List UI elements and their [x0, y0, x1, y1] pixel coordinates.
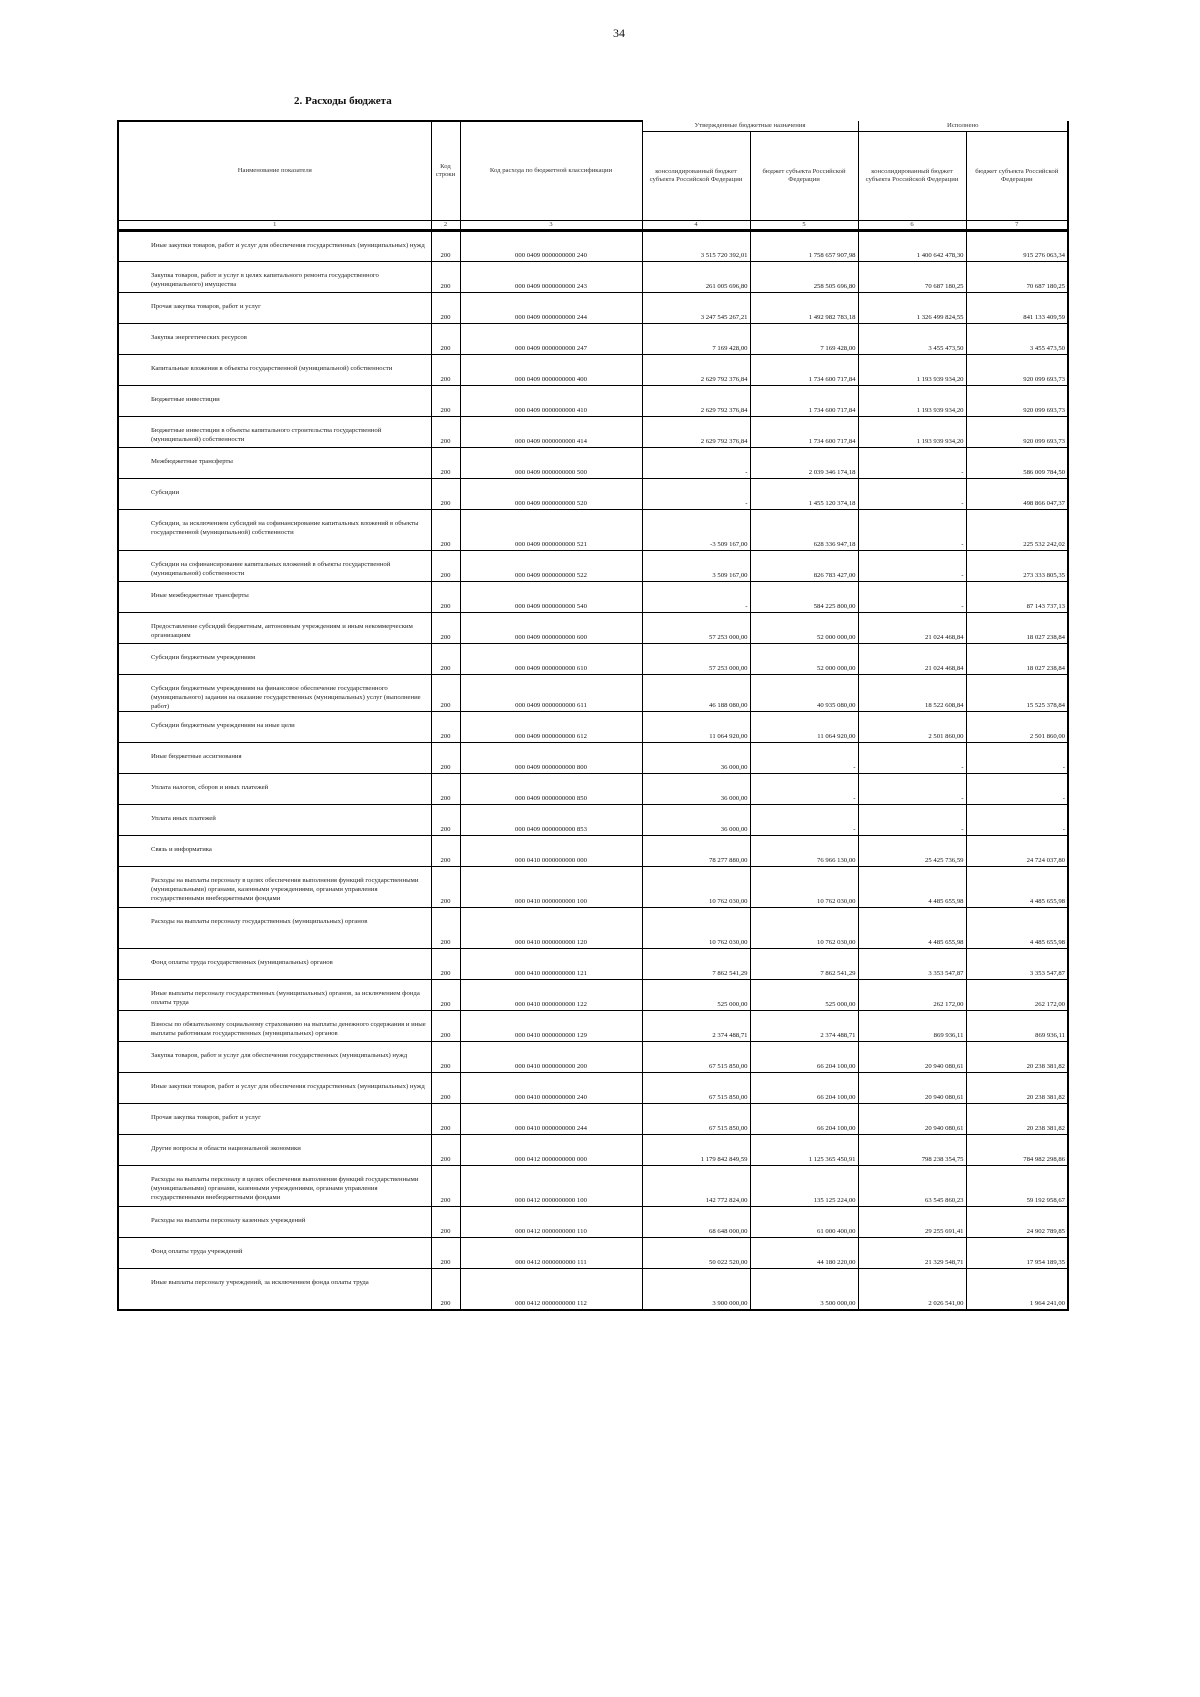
row-executed-subject: 1 964 241,00 — [966, 1269, 1068, 1310]
row-executed-consolidated: - — [858, 448, 966, 479]
row-name: Иные выплаты персоналу учреждений, за исключением фонда оплаты труда — [118, 1269, 431, 1310]
table-row — [118, 836, 1068, 867]
row-executed-consolidated: 3 353 547,87 — [858, 949, 966, 980]
row-executed-subject: 920 099 693,73 — [966, 386, 1068, 417]
row-executed-consolidated: 3 455 473,50 — [858, 324, 966, 355]
row-name: Расходы на выплаты персоналу государственных (муниципальных) органов — [118, 908, 431, 949]
row-name: Иные закупки товаров, работ и услуг для обеспечения государственных (муниципальных) нужд — [118, 231, 431, 262]
row-class-code: 000 0409 0000000000 850 — [460, 774, 642, 805]
row-approved-consolidated: 3 247 545 267,21 — [642, 293, 750, 324]
row-approved-consolidated: 525 000,00 — [642, 980, 750, 1011]
row-class-code: 000 0409 0000000000 414 — [460, 417, 642, 448]
header-group-executed: Исполнено — [858, 121, 1068, 132]
row-name: Иные закупки товаров, работ и услуг для обеспечения государственных (муниципальных) нужд — [118, 1073, 431, 1104]
row-approved-consolidated: 67 515 850,00 — [642, 1104, 750, 1135]
row-line-code: 200 — [431, 743, 460, 774]
row-line-code: 200 — [431, 479, 460, 510]
row-line-code: 200 — [431, 1207, 460, 1238]
row-executed-consolidated: - — [858, 805, 966, 836]
row-name: Расходы на выплаты персоналу в целях обеспечения выполнения функций государственными (муниципальными) органами, казенными учреждениями, органами управления государственными внебюджетными фондами — [118, 1166, 431, 1207]
row-class-code: 000 0409 0000000000 247 — [460, 324, 642, 355]
row-class-code: 000 0410 0000000000 129 — [460, 1011, 642, 1042]
table-row — [118, 479, 1068, 510]
header-executed-consolidated: консолидированный бюджет субъекта Российской Федерации — [858, 132, 966, 221]
row-name: Закупка товаров, работ и услуг в целях капитального ремонта государственного (муниципального) имущества — [118, 262, 431, 293]
section-title: 2. Расходы бюджета — [294, 95, 392, 107]
row-approved-consolidated: 10 762 030,00 — [642, 908, 750, 949]
row-executed-consolidated: 262 172,00 — [858, 980, 966, 1011]
row-line-code: 200 — [431, 551, 460, 582]
row-name: Фонд оплаты труда учреждений — [118, 1238, 431, 1269]
row-executed-subject: - — [966, 805, 1068, 836]
table-row — [118, 644, 1068, 675]
row-executed-subject: - — [966, 774, 1068, 805]
row-approved-consolidated: 36 000,00 — [642, 774, 750, 805]
table-row — [118, 324, 1068, 355]
row-executed-consolidated: 1 193 939 934,20 — [858, 386, 966, 417]
row-line-code: 200 — [431, 836, 460, 867]
row-approved-subject: 2 039 346 174,18 — [750, 448, 858, 479]
row-class-code: 000 0412 0000000000 100 — [460, 1166, 642, 1207]
row-executed-consolidated: 1 400 642 478,30 — [858, 231, 966, 262]
row-approved-subject: 52 000 000,00 — [750, 613, 858, 644]
row-executed-subject: 869 936,11 — [966, 1011, 1068, 1042]
row-approved-consolidated: 3 515 720 392,01 — [642, 231, 750, 262]
row-line-code: 200 — [431, 293, 460, 324]
row-approved-subject: 826 783 427,00 — [750, 551, 858, 582]
row-executed-consolidated: 869 936,11 — [858, 1011, 966, 1042]
row-class-code: 000 0412 0000000000 110 — [460, 1207, 642, 1238]
table-row — [118, 908, 1068, 949]
row-name: Связь и информатика — [118, 836, 431, 867]
header-col-number: 4 — [642, 221, 750, 231]
row-line-code: 200 — [431, 805, 460, 836]
table-row — [118, 743, 1068, 774]
row-executed-subject: 18 027 238,84 — [966, 613, 1068, 644]
header-col-number: 5 — [750, 221, 858, 231]
row-name: Взносы по обязательному социальному страхованию на выплаты денежного содержания и иные выплаты работникам государственных (муниципальных) органов — [118, 1011, 431, 1042]
row-class-code: 000 0409 0000000000 522 — [460, 551, 642, 582]
row-name: Уплата налогов, сборов и иных платежей — [118, 774, 431, 805]
row-executed-consolidated: 2 026 541,00 — [858, 1269, 966, 1310]
table-row — [118, 1269, 1068, 1310]
row-class-code: 000 0412 0000000000 000 — [460, 1135, 642, 1166]
row-name: Фонд оплаты труда государственных (муниципальных) органов — [118, 949, 431, 980]
table-row — [118, 293, 1068, 324]
header-col-number: 3 — [460, 221, 642, 231]
row-approved-subject: - — [750, 743, 858, 774]
table-row — [118, 1011, 1068, 1042]
row-line-code: 200 — [431, 510, 460, 551]
row-approved-consolidated: 67 515 850,00 — [642, 1073, 750, 1104]
row-name: Закупка товаров, работ и услуг для обеспечения государственных (муниципальных) нужд — [118, 1042, 431, 1073]
row-name: Иные выплаты персоналу государственных (муниципальных) органов, за исключением фонда оплаты труда — [118, 980, 431, 1011]
row-approved-subject: - — [750, 774, 858, 805]
row-executed-subject: 15 525 378,84 — [966, 675, 1068, 712]
table-row — [118, 231, 1068, 262]
row-approved-consolidated: 46 188 080,00 — [642, 675, 750, 712]
row-approved-consolidated: 11 064 920,00 — [642, 712, 750, 743]
header-class-code: Код расхода по бюджетной классификации — [460, 121, 642, 221]
row-executed-consolidated: 20 940 080,61 — [858, 1073, 966, 1104]
row-approved-consolidated: 7 169 428,00 — [642, 324, 750, 355]
row-executed-consolidated: 798 238 354,75 — [858, 1135, 966, 1166]
row-executed-consolidated: 20 940 080,61 — [858, 1042, 966, 1073]
row-class-code: 000 0409 0000000000 240 — [460, 231, 642, 262]
row-executed-subject: 784 982 298,86 — [966, 1135, 1068, 1166]
row-line-code: 200 — [431, 262, 460, 293]
table-row — [118, 582, 1068, 613]
row-executed-subject: 920 099 693,73 — [966, 417, 1068, 448]
row-approved-consolidated: 261 005 696,80 — [642, 262, 750, 293]
row-executed-subject: 920 099 693,73 — [966, 355, 1068, 386]
row-approved-consolidated: 78 277 880,00 — [642, 836, 750, 867]
header-col-number: 2 — [431, 221, 460, 231]
row-executed-subject: 70 687 180,25 — [966, 262, 1068, 293]
row-executed-consolidated: 21 329 548,71 — [858, 1238, 966, 1269]
row-line-code: 200 — [431, 1073, 460, 1104]
row-name: Субсидии, за исключением субсидий на софинансирование капитальных вложений в объекты государственной (муниципальной) собственности — [118, 510, 431, 551]
row-approved-consolidated: 67 515 850,00 — [642, 1042, 750, 1073]
row-executed-consolidated: 25 425 736,59 — [858, 836, 966, 867]
row-name: Уплата иных платежей — [118, 805, 431, 836]
row-executed-subject: 59 192 958,67 — [966, 1166, 1068, 1207]
row-name: Закупка энергетических ресурсов — [118, 324, 431, 355]
row-approved-subject: 3 500 000,00 — [750, 1269, 858, 1310]
table-row — [118, 510, 1068, 551]
row-executed-subject: 498 866 047,37 — [966, 479, 1068, 510]
row-executed-consolidated: 20 940 080,61 — [858, 1104, 966, 1135]
row-approved-subject: 40 935 080,00 — [750, 675, 858, 712]
table-row — [118, 386, 1068, 417]
row-approved-subject: 66 204 100,00 — [750, 1042, 858, 1073]
row-executed-subject: 20 238 381,82 — [966, 1042, 1068, 1073]
row-executed-consolidated: 1 326 499 824,55 — [858, 293, 966, 324]
row-class-code: 000 0409 0000000000 600 — [460, 613, 642, 644]
row-class-code: 000 0409 0000000000 853 — [460, 805, 642, 836]
header-line-code: Код строки — [431, 121, 460, 221]
row-executed-consolidated: 2 501 860,00 — [858, 712, 966, 743]
row-approved-consolidated: 36 000,00 — [642, 805, 750, 836]
row-name: Межбюджетные трансферты — [118, 448, 431, 479]
row-class-code: 000 0409 0000000000 400 — [460, 355, 642, 386]
row-executed-subject: 4 485 655,98 — [966, 908, 1068, 949]
row-executed-consolidated: 29 255 691,41 — [858, 1207, 966, 1238]
row-class-code: 000 0409 0000000000 410 — [460, 386, 642, 417]
page-number: 34 — [613, 26, 625, 40]
row-class-code: 000 0409 0000000000 612 — [460, 712, 642, 743]
row-line-code: 200 — [431, 644, 460, 675]
row-name: Субсидии бюджетным учреждениям на финансовое обеспечение государственного (муниципального) задания на оказание государственных (муниципальных) услуг (выполнение работ) — [118, 675, 431, 712]
row-line-code: 200 — [431, 1238, 460, 1269]
row-approved-subject: 258 505 696,80 — [750, 262, 858, 293]
row-approved-consolidated: - — [642, 448, 750, 479]
row-line-code: 200 — [431, 1269, 460, 1310]
row-name: Иные межбюджетные трансферты — [118, 582, 431, 613]
row-line-code: 200 — [431, 980, 460, 1011]
row-approved-subject: 76 966 130,00 — [750, 836, 858, 867]
row-executed-consolidated: 1 193 939 934,20 — [858, 355, 966, 386]
row-line-code: 200 — [431, 386, 460, 417]
row-approved-consolidated: 2 629 792 376,84 — [642, 355, 750, 386]
row-executed-consolidated: - — [858, 582, 966, 613]
row-class-code: 000 0409 0000000000 521 — [460, 510, 642, 551]
row-name: Субсидии на софинансирование капитальных вложений в объекты государственной (муниципальной) собственности — [118, 551, 431, 582]
row-executed-consolidated: - — [858, 551, 966, 582]
row-class-code: 000 0409 0000000000 500 — [460, 448, 642, 479]
row-approved-subject: 1 455 120 374,18 — [750, 479, 858, 510]
row-class-code: 000 0409 0000000000 610 — [460, 644, 642, 675]
row-line-code: 200 — [431, 1135, 460, 1166]
table-row — [118, 867, 1068, 908]
row-approved-subject: 525 000,00 — [750, 980, 858, 1011]
row-line-code: 200 — [431, 355, 460, 386]
row-class-code: 000 0410 0000000000 100 — [460, 867, 642, 908]
row-executed-subject: 18 027 238,84 — [966, 644, 1068, 675]
table-row — [118, 980, 1068, 1011]
row-approved-subject: 1 734 600 717,84 — [750, 386, 858, 417]
row-approved-subject: 10 762 030,00 — [750, 867, 858, 908]
row-executed-subject: 20 238 381,82 — [966, 1104, 1068, 1135]
row-approved-subject: 7 862 541,29 — [750, 949, 858, 980]
table-row — [118, 1104, 1068, 1135]
row-name: Прочая закупка товаров, работ и услуг — [118, 1104, 431, 1135]
row-executed-subject: 841 133 409,59 — [966, 293, 1068, 324]
row-executed-subject: 915 276 063,34 — [966, 231, 1068, 262]
table-row — [118, 551, 1068, 582]
row-executed-subject: 20 238 381,82 — [966, 1073, 1068, 1104]
table-row — [118, 805, 1068, 836]
table-row — [118, 613, 1068, 644]
header-approved-subject: бюджет субъекта Российской Федерации — [750, 132, 858, 221]
row-executed-consolidated: - — [858, 743, 966, 774]
row-approved-subject: 1 492 982 783,18 — [750, 293, 858, 324]
row-approved-consolidated: 2 374 488,71 — [642, 1011, 750, 1042]
row-class-code: 000 0409 0000000000 611 — [460, 675, 642, 712]
header-col-number: 6 — [858, 221, 966, 231]
row-approved-subject: 66 204 100,00 — [750, 1073, 858, 1104]
row-class-code: 000 0410 0000000000 200 — [460, 1042, 642, 1073]
row-name: Бюджетные инвестиции — [118, 386, 431, 417]
row-approved-subject: 52 000 000,00 — [750, 644, 858, 675]
row-approved-consolidated: 1 179 842 849,59 — [642, 1135, 750, 1166]
table-row — [118, 1207, 1068, 1238]
row-line-code: 200 — [431, 867, 460, 908]
row-executed-subject: 273 333 805,35 — [966, 551, 1068, 582]
table-row — [118, 1042, 1068, 1073]
row-line-code: 200 — [431, 712, 460, 743]
table-row — [118, 1238, 1068, 1269]
header-name: Наименование показателя — [118, 121, 431, 221]
table-row — [118, 675, 1068, 712]
row-approved-subject: 1 758 657 907,98 — [750, 231, 858, 262]
row-approved-consolidated: 2 629 792 376,84 — [642, 417, 750, 448]
row-class-code: 000 0409 0000000000 520 — [460, 479, 642, 510]
row-approved-consolidated: 3 509 167,00 — [642, 551, 750, 582]
row-line-code: 200 — [431, 1166, 460, 1207]
row-executed-subject: 262 172,00 — [966, 980, 1068, 1011]
row-approved-subject: 10 762 030,00 — [750, 908, 858, 949]
row-approved-consolidated: 57 253 000,00 — [642, 644, 750, 675]
header-group-approved: Утвержденные бюджетные назначения — [642, 121, 858, 132]
row-approved-subject: 1 125 365 450,91 — [750, 1135, 858, 1166]
row-approved-consolidated: 3 900 000,00 — [642, 1269, 750, 1310]
table-row — [118, 417, 1068, 448]
row-line-code: 200 — [431, 675, 460, 712]
row-line-code: 200 — [431, 231, 460, 262]
table-row — [118, 1135, 1068, 1166]
row-line-code: 200 — [431, 582, 460, 613]
row-executed-subject: 586 009 784,50 — [966, 448, 1068, 479]
row-approved-subject: 61 000 400,00 — [750, 1207, 858, 1238]
row-executed-subject: - — [966, 743, 1068, 774]
table-row — [118, 355, 1068, 386]
row-approved-subject: 44 180 220,00 — [750, 1238, 858, 1269]
row-class-code: 000 0410 0000000000 122 — [460, 980, 642, 1011]
row-executed-subject: 2 501 860,00 — [966, 712, 1068, 743]
row-name: Расходы на выплаты персоналу казенных учреждений — [118, 1207, 431, 1238]
row-executed-consolidated: 1 193 939 934,20 — [858, 417, 966, 448]
row-approved-consolidated: - — [642, 479, 750, 510]
row-executed-consolidated: 4 485 655,98 — [858, 908, 966, 949]
row-line-code: 200 — [431, 613, 460, 644]
row-executed-consolidated: 4 485 655,98 — [858, 867, 966, 908]
row-line-code: 200 — [431, 1042, 460, 1073]
row-name: Предоставление субсидий бюджетным, автономным учреждениям и иным некоммерческим организациям — [118, 613, 431, 644]
row-approved-subject: 66 204 100,00 — [750, 1104, 858, 1135]
row-executed-consolidated: - — [858, 479, 966, 510]
row-line-code: 200 — [431, 417, 460, 448]
row-executed-consolidated: 70 687 180,25 — [858, 262, 966, 293]
table-row — [118, 949, 1068, 980]
row-approved-subject: 584 225 800,00 — [750, 582, 858, 613]
row-name: Субсидии — [118, 479, 431, 510]
row-class-code: 000 0410 0000000000 120 — [460, 908, 642, 949]
row-executed-subject: 3 455 473,50 — [966, 324, 1068, 355]
table-body — [118, 231, 1068, 1310]
row-name: Субсидии бюджетным учреждениям — [118, 644, 431, 675]
row-name: Иные бюджетные ассигнования — [118, 743, 431, 774]
row-executed-consolidated: 21 024 468,84 — [858, 644, 966, 675]
row-class-code: 000 0410 0000000000 000 — [460, 836, 642, 867]
row-line-code: 200 — [431, 448, 460, 479]
row-approved-subject: - — [750, 805, 858, 836]
row-name: Субсидии бюджетным учреждениям на иные цели — [118, 712, 431, 743]
row-executed-consolidated: - — [858, 774, 966, 805]
row-approved-consolidated: - — [642, 582, 750, 613]
header-approved-consolidated: консолидированный бюджет субъекта Российской Федерации — [642, 132, 750, 221]
row-name: Другие вопросы в области национальной экономики — [118, 1135, 431, 1166]
row-approved-subject: 7 169 428,00 — [750, 324, 858, 355]
row-executed-subject: 87 143 737,13 — [966, 582, 1068, 613]
table-row — [118, 1073, 1068, 1104]
row-approved-subject: 135 125 224,00 — [750, 1166, 858, 1207]
row-executed-subject: 225 532 242,02 — [966, 510, 1068, 551]
table-row — [118, 712, 1068, 743]
row-line-code: 200 — [431, 908, 460, 949]
row-approved-consolidated: 68 648 000,00 — [642, 1207, 750, 1238]
row-approved-consolidated: 10 762 030,00 — [642, 867, 750, 908]
row-class-code: 000 0409 0000000000 800 — [460, 743, 642, 774]
table-row — [118, 774, 1068, 805]
row-approved-consolidated: 142 772 824,00 — [642, 1166, 750, 1207]
row-line-code: 200 — [431, 1104, 460, 1135]
table-row — [118, 1166, 1068, 1207]
row-approved-subject: 628 336 947,18 — [750, 510, 858, 551]
header-executed-subject: бюджет субъекта Российской Федерации — [966, 132, 1068, 221]
row-approved-consolidated: -3 509 167,00 — [642, 510, 750, 551]
row-class-code: 000 0409 0000000000 243 — [460, 262, 642, 293]
row-approved-subject: 1 734 600 717,84 — [750, 417, 858, 448]
row-executed-consolidated: 63 545 860,23 — [858, 1166, 966, 1207]
expenses-table — [117, 120, 1069, 1311]
table-row — [118, 448, 1068, 479]
row-line-code: 200 — [431, 1011, 460, 1042]
row-approved-subject: 1 734 600 717,84 — [750, 355, 858, 386]
row-approved-consolidated: 2 629 792 376,84 — [642, 386, 750, 417]
header-col-number: 1 — [118, 221, 431, 231]
row-line-code: 200 — [431, 774, 460, 805]
row-approved-consolidated: 57 253 000,00 — [642, 613, 750, 644]
row-class-code: 000 0410 0000000000 244 — [460, 1104, 642, 1135]
row-line-code: 200 — [431, 324, 460, 355]
row-executed-subject: 17 954 189,35 — [966, 1238, 1068, 1269]
row-name: Прочая закупка товаров, работ и услуг — [118, 293, 431, 324]
row-approved-subject: 2 374 488,71 — [750, 1011, 858, 1042]
row-executed-subject: 24 902 789,85 — [966, 1207, 1068, 1238]
row-executed-subject: 24 724 037,80 — [966, 836, 1068, 867]
row-class-code: 000 0410 0000000000 240 — [460, 1073, 642, 1104]
row-line-code: 200 — [431, 949, 460, 980]
row-approved-consolidated: 36 000,00 — [642, 743, 750, 774]
row-name: Капитальные вложения в объекты государственной (муниципальной) собственности — [118, 355, 431, 386]
row-approved-consolidated: 50 022 520,00 — [642, 1238, 750, 1269]
row-class-code: 000 0410 0000000000 121 — [460, 949, 642, 980]
row-executed-subject: 4 485 655,98 — [966, 867, 1068, 908]
row-approved-subject: 11 064 920,00 — [750, 712, 858, 743]
header-col-number: 7 — [966, 221, 1068, 231]
row-approved-consolidated: 7 862 541,29 — [642, 949, 750, 980]
row-class-code: 000 0409 0000000000 244 — [460, 293, 642, 324]
row-executed-consolidated: 21 024 468,84 — [858, 613, 966, 644]
row-class-code: 000 0412 0000000000 112 — [460, 1269, 642, 1310]
row-executed-consolidated: - — [858, 510, 966, 551]
row-executed-subject: 3 353 547,87 — [966, 949, 1068, 980]
row-executed-consolidated: 18 522 608,84 — [858, 675, 966, 712]
row-name: Расходы на выплаты персоналу в целях обеспечения выполнения функций государственными (муниципальными) органами, казенными учреждениями, органами управления государственными внебюджетными фондами — [118, 867, 431, 908]
row-class-code: 000 0409 0000000000 540 — [460, 582, 642, 613]
row-class-code: 000 0412 0000000000 111 — [460, 1238, 642, 1269]
row-name: Бюджетные инвестиции в объекты капитального строительства государственной (муниципальной) собственности — [118, 417, 431, 448]
table-row — [118, 262, 1068, 293]
